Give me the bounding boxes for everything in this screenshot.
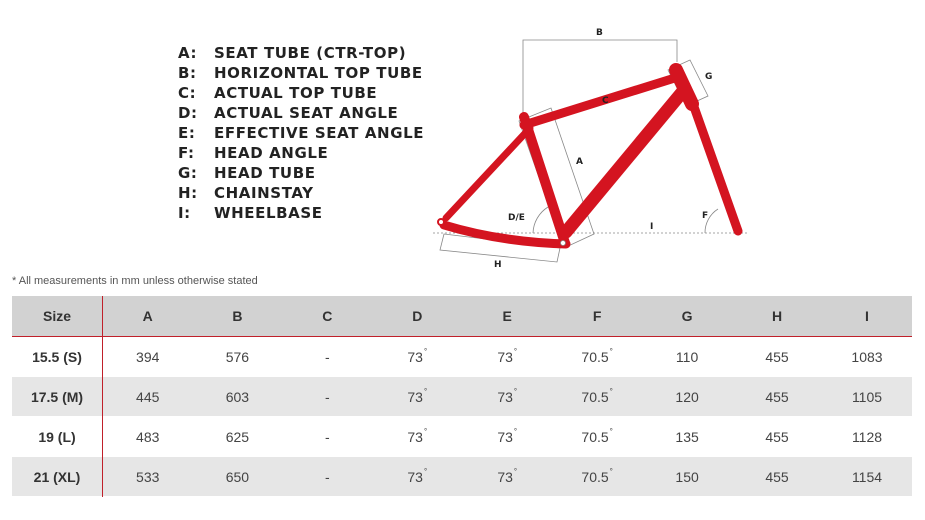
legend-label: ACTUAL TOP TUBE <box>214 84 378 102</box>
table-cell: 603 <box>192 377 282 417</box>
table-cell <box>552 377 642 417</box>
table-cell: 1128 <box>851 428 883 445</box>
label-de: D/E <box>508 213 525 223</box>
label-i: I <box>650 222 654 232</box>
table-cell <box>552 337 642 377</box>
legend-label: HEAD TUBE <box>214 164 316 182</box>
label-f: F <box>702 211 709 221</box>
column-header: Size <box>12 296 103 337</box>
measurement-footnote: * All measurements in mm unless otherwise stated <box>12 275 258 287</box>
table-cell <box>372 457 462 497</box>
legend-key: A: <box>178 44 198 62</box>
legend-label: ACTUAL SEAT ANGLE <box>214 104 399 122</box>
table-cell: 1105 <box>822 377 912 417</box>
table-cell: 120 <box>642 377 732 417</box>
table-cell: 1083 <box>851 348 883 365</box>
size-cell: 21 (XL) <box>12 457 103 497</box>
column-header: E <box>462 296 552 337</box>
label-h: H <box>494 260 502 270</box>
table-cell: - <box>325 348 330 365</box>
legend-key: I: <box>178 204 191 222</box>
angle-de-arc <box>533 207 548 233</box>
angle-value: 70.5 <box>581 468 609 485</box>
bottom-bracket <box>561 241 566 246</box>
legend-key: F: <box>178 144 195 162</box>
table-cell: 110 <box>675 348 699 365</box>
table-cell: - <box>325 428 330 445</box>
seat-tube <box>524 117 565 243</box>
legend-label: CHAINSTAY <box>214 184 314 202</box>
column-header: A <box>103 296 193 337</box>
legend-key: B: <box>178 64 197 82</box>
degree-symbol: ° <box>609 466 613 476</box>
angle-value: 73 <box>407 348 423 365</box>
degree-symbol: ° <box>513 426 518 436</box>
table-cell <box>552 417 642 457</box>
geometry-table <box>12 296 912 497</box>
angle-value: 73 <box>407 428 423 445</box>
legend-key: C: <box>178 84 197 102</box>
table-cell: 576 <box>225 348 250 365</box>
label-a: A <box>576 157 583 167</box>
table-cell: 135 <box>675 428 699 445</box>
table-cell <box>462 417 552 457</box>
column-header: I <box>822 296 912 337</box>
table-row <box>12 377 912 417</box>
column-header: B <box>192 296 282 337</box>
table-cell: 1154 <box>822 457 912 497</box>
angle-value: 70.5 <box>581 388 609 405</box>
angle-value: 73 <box>497 428 513 445</box>
table-cell: 533 <box>103 457 193 497</box>
angle-value: 70.5 <box>581 348 609 365</box>
angle-value: 73 <box>407 388 423 405</box>
column-header: G <box>642 296 732 337</box>
size-cell: 19 (L) <box>12 417 103 457</box>
angle-value: 73 <box>497 388 513 405</box>
table-cell: 625 <box>225 428 250 445</box>
size-cell: 15.5 (S) <box>12 337 103 377</box>
label-g: G <box>705 72 713 82</box>
fork <box>693 104 738 231</box>
table-cell <box>372 337 462 377</box>
legend-key: G: <box>178 164 198 182</box>
table-cell <box>372 377 462 417</box>
legend-label: HEAD ANGLE <box>214 144 329 162</box>
table-cell: 455 <box>732 377 822 417</box>
angle-value: 73 <box>497 348 513 365</box>
degree-symbol: ° <box>609 346 613 356</box>
table-cell <box>462 457 552 497</box>
table-cell: - <box>282 377 372 417</box>
table-cell: 455 <box>765 348 789 365</box>
degree-symbol: ° <box>609 426 613 436</box>
table-cell: 483 <box>136 428 160 445</box>
legend-key: H: <box>178 184 198 202</box>
legend-key: E: <box>178 124 196 142</box>
table-cell: 650 <box>192 457 282 497</box>
table-row <box>12 337 912 377</box>
table-row <box>12 417 912 457</box>
degree-symbol: ° <box>423 346 428 356</box>
table-cell: 445 <box>103 377 193 417</box>
table-cell <box>462 377 552 417</box>
degree-symbol: ° <box>423 426 428 436</box>
table-cell: - <box>282 457 372 497</box>
legend-label: SEAT TUBE (CTR-TOP) <box>214 44 407 62</box>
table-cell: 455 <box>765 428 789 445</box>
angle-value: 73 <box>407 468 423 485</box>
table-row <box>12 457 912 497</box>
legend-label: WHEELBASE <box>214 204 323 222</box>
chain-stay <box>444 225 566 244</box>
rear-dropout <box>438 219 444 225</box>
size-cell: 17.5 (M) <box>12 377 103 417</box>
degree-symbol: ° <box>513 346 518 356</box>
degree-symbol: ° <box>423 466 428 476</box>
column-header: D <box>372 296 462 337</box>
column-header: C <box>282 296 372 337</box>
seat-stay <box>446 128 530 218</box>
degree-symbol: ° <box>513 386 518 396</box>
legend-key: D: <box>178 104 198 122</box>
degree-symbol: ° <box>423 386 428 396</box>
label-b: B <box>596 28 603 38</box>
degree-symbol: ° <box>609 386 613 396</box>
degree-symbol: ° <box>513 466 518 476</box>
legend-label: EFFECTIVE SEAT ANGLE <box>214 124 425 142</box>
dimension-b-line <box>523 40 677 118</box>
angle-value: 73 <box>497 468 513 485</box>
angle-value: 70.5 <box>581 428 609 445</box>
label-c: C <box>602 96 609 106</box>
table-cell <box>552 457 642 497</box>
table-cell: 455 <box>732 457 822 497</box>
down-tube <box>566 90 684 232</box>
table-header-row <box>12 296 912 337</box>
bike-frame <box>444 70 738 244</box>
table-cell: 394 <box>136 348 160 365</box>
table-cell <box>372 417 462 457</box>
column-header: H <box>732 296 822 337</box>
column-header: F <box>552 296 642 337</box>
legend-label: HORIZONTAL TOP TUBE <box>214 64 423 82</box>
table-cell <box>462 337 552 377</box>
table-cell: 150 <box>642 457 732 497</box>
